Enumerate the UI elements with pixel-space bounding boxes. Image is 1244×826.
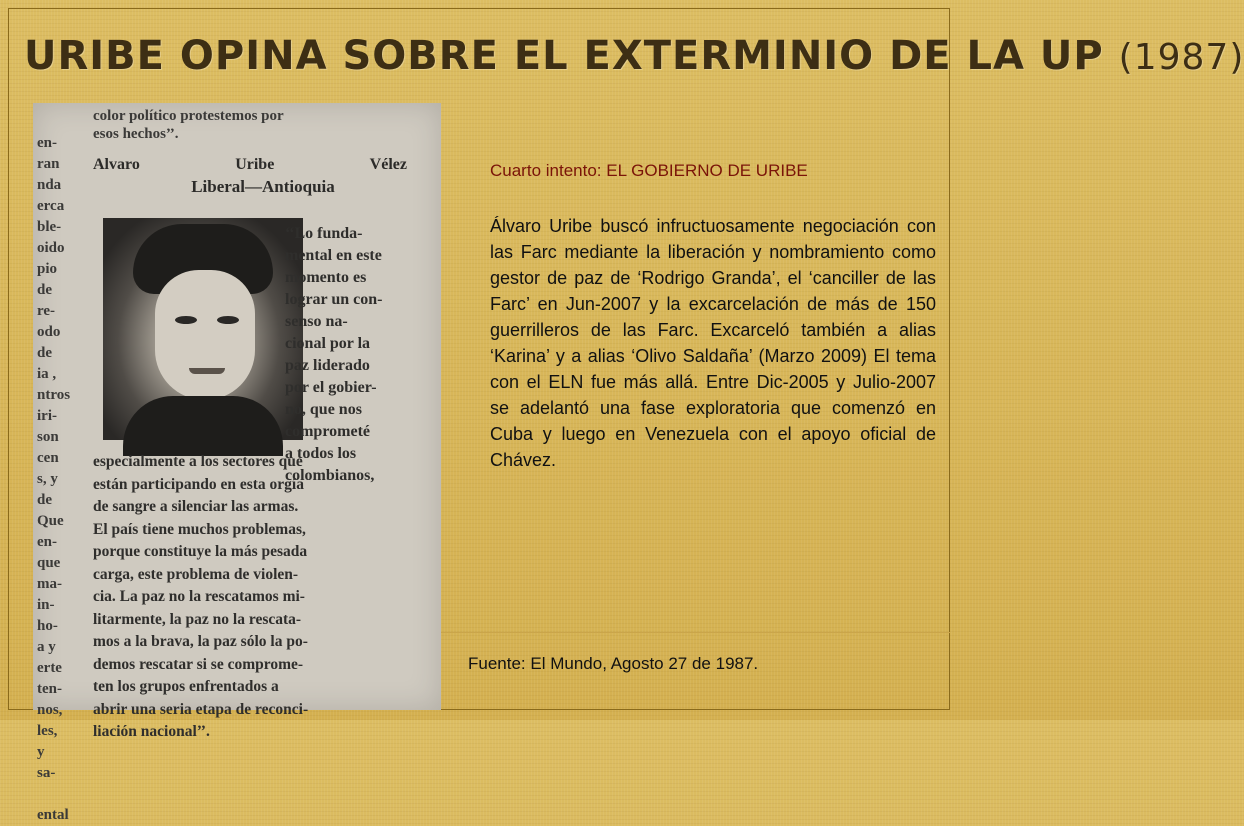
clipping-left-line: ten-: [37, 681, 62, 697]
clipping-top-line: esos hechos’’.: [93, 126, 179, 142]
clipping-left-line: nos,: [37, 702, 63, 718]
clipping-left-line: a y: [37, 639, 56, 655]
clipping-left-line: sa-: [37, 765, 56, 781]
clipping-body-text: [93, 451, 433, 744]
newspaper-clipping-image: [33, 103, 441, 823]
clipping-quote-line: colombianos,: [285, 467, 375, 484]
clipping-left-line: Que: [37, 513, 64, 529]
clipping-body-line: carga, este problema de violen-: [93, 565, 299, 583]
clipping-body-line: especialmente a los sectores que: [93, 453, 303, 470]
clipping-body-line: litarmente, la paz no la rescata-: [93, 610, 302, 628]
clipping-left-line: de: [37, 345, 52, 361]
clipping-body-line: de sangre a silenciar las armas.: [93, 498, 299, 515]
clipping-quote-line: senso na-: [285, 313, 348, 330]
clipping-left-line: erca: [37, 198, 65, 214]
clipping-quote-line: momento es: [285, 269, 367, 286]
clipping-left-line: ental: [37, 807, 69, 823]
clipping-left-line: de: [37, 282, 52, 298]
clipping-left-column: [37, 133, 69, 826]
clipping-quote: [285, 223, 435, 487]
clipping-body-line: liación nacional’’.: [93, 723, 210, 740]
clipping-left-line: oido: [37, 240, 65, 256]
clipping-left-line: ntros: [37, 387, 71, 403]
clipping-body-line: cia. La paz no la rescatamos mi-: [93, 588, 305, 605]
clipping-quote-line: por el gobier-: [285, 379, 377, 396]
clipping-top-line: color político protestemos por: [93, 108, 284, 124]
clipping-body-line: porque constituye la más pesada: [93, 543, 308, 560]
clipping-name-first: Alvaro: [93, 156, 140, 173]
clipping-left-line: in-: [37, 597, 55, 613]
clipping-left-line: en-: [37, 534, 57, 550]
clipping-body-line: ten los grupos enfrentados a: [93, 678, 279, 695]
clipping-quote-line: no, que nos: [285, 401, 362, 418]
clipping-left-line: ble-: [37, 219, 62, 235]
slide-title-text: URIBE OPINA SOBRE EL EXTERMINIO DE LA UP: [24, 33, 1104, 79]
clipping-left-line: y: [37, 744, 45, 760]
clipping-quote-line: lograr un con-: [285, 291, 383, 308]
clipping-quote-line: a todos los: [285, 445, 357, 462]
section-subtitle: Cuarto intento: EL GOBIERNO DE URIBE: [490, 161, 808, 180]
portrait-photo: [103, 218, 303, 440]
clipping-left-line: cen: [37, 450, 59, 466]
clipping-name-middle: Uribe: [235, 156, 275, 173]
clipping-top-text: [93, 107, 433, 143]
clipping-body-line: El país tiene muchos problemas,: [93, 520, 306, 538]
clipping-body-line: mos a la brava, la paz sólo la po-: [93, 633, 308, 650]
clipping-left-line: ran: [37, 156, 60, 172]
clipping-quote-line: cional por la: [285, 335, 371, 352]
clipping-byline: [93, 155, 433, 197]
clipping-left-line: ia ,: [37, 366, 57, 382]
clipping-name-last: Vélez: [369, 156, 407, 173]
clipping-left-line: les,: [37, 723, 58, 739]
clipping-body-line: demos rescatar si se comprome-: [93, 655, 304, 673]
clipping-left-line: s, y: [37, 471, 58, 487]
clipping-left-line: pio: [37, 261, 58, 277]
slide-title-year: (1987): [1118, 37, 1244, 78]
clipping-left-line: [37, 784, 69, 805]
body-paragraph: Álvaro Uribe buscó infructuosamente negociación con las Farc mediante la liberación y nombramiento como gestor de paz de ‘Rodrigo Granda’, el ‘canciller de las Farc’ en Jun-2007 y la excarcelación de más de 150 guerrilleros de las Farc. Excarceló también a alias ‘Karina’ y a alias ‘Olivo Saldaña’ (Marzo 2009) El tema con el ELN fue más allá. Entre Dic-2005 y Julio-2007 se adelantó una fase exploratoria que comenzó en Cuba y luego en Venezuela con el apoyo oficial de Chávez.: [490, 216, 936, 470]
clipping-left-line: erte: [37, 660, 62, 676]
clipping-left-line: nda: [37, 177, 62, 193]
clipping-left-line: son: [37, 429, 59, 445]
clipping-left-line: en-: [37, 135, 57, 151]
clipping-quote-line: comprometé: [285, 423, 370, 440]
clipping-left-line: odo: [37, 324, 61, 340]
clipping-quote-line: ‘‘Lo funda-: [285, 225, 363, 242]
clipping-left-line: que: [37, 555, 61, 571]
clipping-left-line: ho-: [37, 618, 58, 634]
clipping-left-line: re-: [37, 303, 56, 319]
clipping-left-line: iri-: [37, 408, 57, 424]
clipping-left-line: de: [37, 492, 52, 508]
slide-title: [24, 26, 1244, 86]
clipping-quote-line: mental en este: [285, 247, 382, 264]
clipping-body-line: abrir una seria etapa de reconci-: [93, 700, 309, 718]
divider-line: [441, 632, 950, 633]
source-citation: Fuente: El Mundo, Agosto 27 de 1987.: [468, 654, 759, 673]
clipping-party: Liberal—Antioquia: [191, 177, 335, 196]
clipping-left-line: ma-: [37, 576, 62, 592]
clipping-body-line: están participando en esta orgía: [93, 475, 304, 493]
clipping-quote-line: paz liderado: [285, 357, 370, 374]
